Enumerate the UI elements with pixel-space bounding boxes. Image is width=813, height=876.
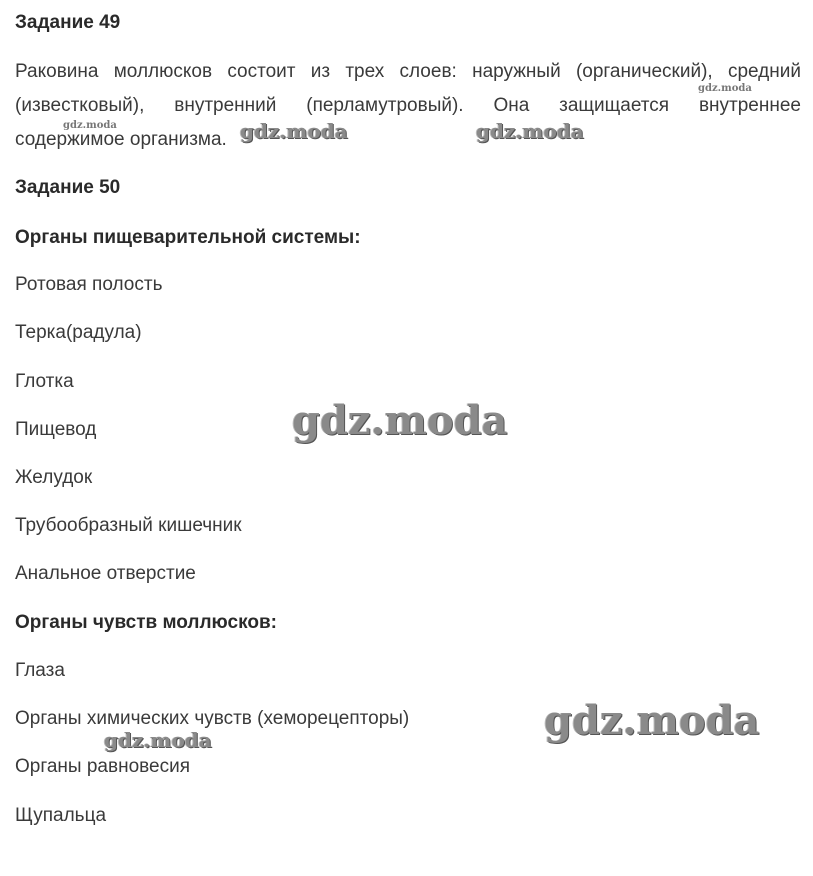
digestive-item: Трубообразный кишечник bbox=[15, 515, 242, 536]
digestive-item: Ротовая полость bbox=[15, 274, 163, 295]
digestive-item: Пищевод bbox=[15, 419, 97, 440]
sense-item: Органы равновесия bbox=[15, 756, 190, 777]
sense-item: Органы химических чувств (хеморецепторы) bbox=[15, 708, 410, 729]
task-49-line-2: (известковый), внутренний (перламутровый). Она защищается внутреннее bbox=[15, 95, 801, 116]
watermark: gdz.moda bbox=[240, 119, 348, 143]
digestive-item: Глотка bbox=[15, 371, 74, 392]
digestive-item: Терка(радула) bbox=[15, 322, 142, 343]
sense-item: Глаза bbox=[15, 660, 65, 681]
watermark: gdz.moda bbox=[104, 728, 212, 752]
task-49-line-3: содержимое организма. bbox=[15, 129, 227, 150]
task-49-answer bbox=[15, 55, 801, 157]
watermark: gdz.moda bbox=[63, 120, 117, 131]
watermark: gdz.moda bbox=[698, 83, 752, 94]
sense-item: Щупальца bbox=[15, 805, 107, 826]
digestive-item: Желудок bbox=[15, 467, 93, 488]
watermark: gdz.moda bbox=[544, 697, 760, 744]
watermark: gdz.moda bbox=[476, 119, 584, 143]
sense-organs-title: Органы чувств моллюсков: bbox=[15, 612, 277, 633]
watermark: gdz.moda bbox=[292, 397, 508, 444]
task-49-line-1: Раковина моллюсков состоит из трех слоев: наружный (органический), средний bbox=[15, 61, 801, 82]
task-49-heading: Задание 49 bbox=[15, 12, 121, 33]
task-50-heading: Задание 50 bbox=[15, 177, 121, 198]
digestive-item: Анальное отверстие bbox=[15, 563, 196, 584]
digestive-system-title: Органы пищеварительной системы: bbox=[15, 227, 361, 248]
